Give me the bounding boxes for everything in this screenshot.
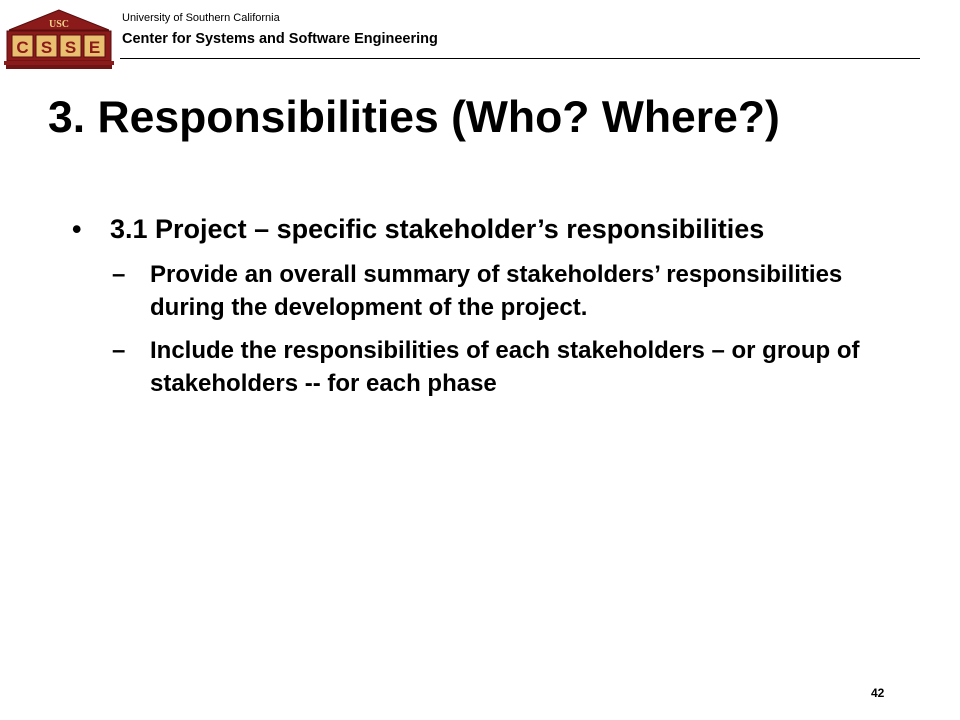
svg-text:S: S bbox=[40, 38, 53, 57]
slide-title: 3. Responsibilities (Who? Where?) bbox=[48, 93, 780, 142]
sub-bullet-marker: – bbox=[112, 261, 126, 288]
header-divider bbox=[120, 58, 920, 59]
svg-text:S: S bbox=[64, 38, 77, 57]
university-name: University of Southern California bbox=[122, 12, 280, 24]
center-name: Center for Systems and Software Engineering bbox=[122, 31, 438, 47]
sub-bullet-text: Provide an overall summary of stakeholders’ responsibilities during the development of the project. bbox=[150, 261, 843, 321]
slide-content bbox=[72, 212, 862, 400]
svg-text:E: E bbox=[88, 38, 101, 57]
sub-bullet-marker: – bbox=[112, 337, 126, 364]
sub-bullet-item bbox=[112, 334, 862, 400]
sub-bullet-item bbox=[112, 258, 862, 324]
bullet-item bbox=[72, 212, 862, 246]
header-text bbox=[122, 12, 438, 48]
page-number: 42 bbox=[871, 686, 885, 700]
bullet-text: 3.1 Project – specific stakeholder’s responsibilities bbox=[110, 214, 765, 244]
csse-logo bbox=[4, 8, 114, 70]
logo-usc-text: USC bbox=[48, 19, 70, 30]
bullet-marker: • bbox=[72, 214, 82, 244]
sub-bullet-text: Include the responsibilities of each stakeholders – or group of stakeholders -- for each phase bbox=[150, 337, 860, 397]
svg-text:C: C bbox=[16, 38, 29, 57]
